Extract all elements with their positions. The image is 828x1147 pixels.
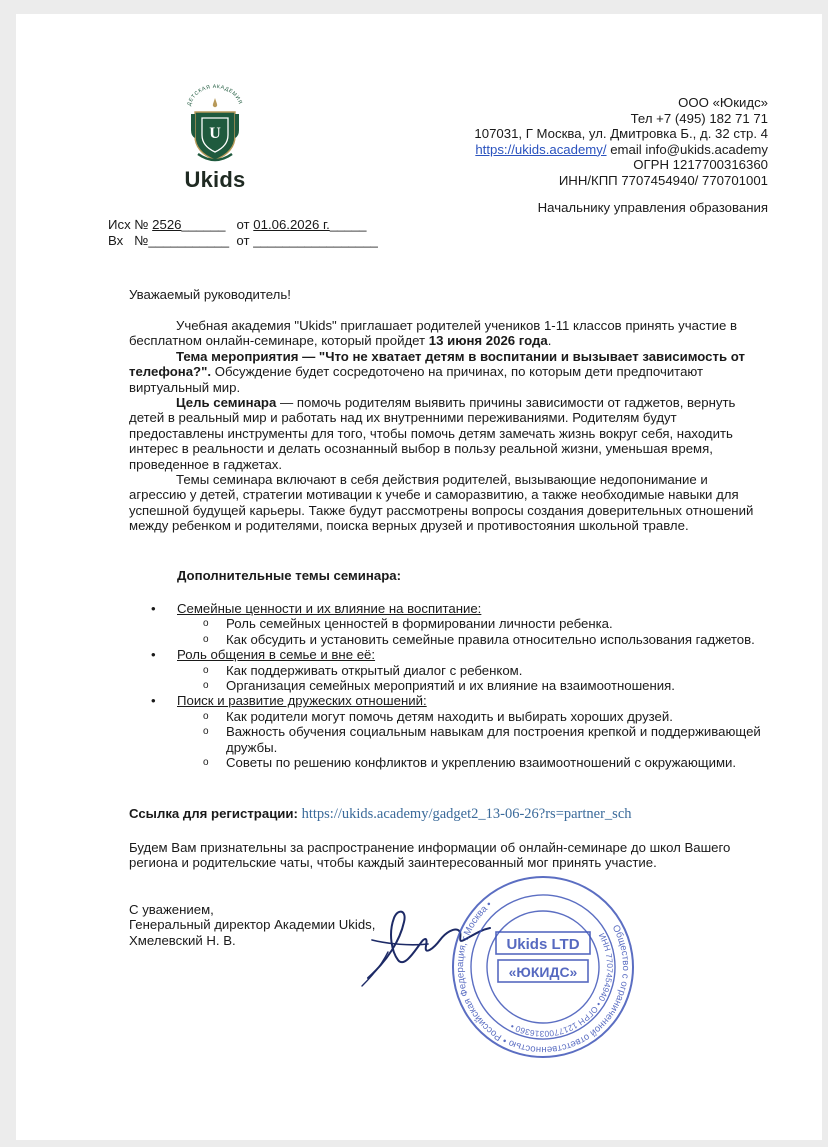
bullet-icon: • xyxy=(151,647,156,663)
subtopic-text: Организация семейных мероприятий и их влияние на взаимоотношения. xyxy=(226,678,675,694)
circle-bullet-icon: o xyxy=(203,726,209,738)
signer-name: Хмелевский Н. В. xyxy=(129,932,236,948)
outgoing-number: 2526 xyxy=(152,217,182,232)
registration-link-label: Ссылка для регистрации: xyxy=(129,806,298,821)
circle-bullet-icon: o xyxy=(203,618,209,630)
subtopic-text: Советы по решению конфликтов и укреплению взаимоотношений с окружающими. xyxy=(226,755,737,771)
subtopic-item xyxy=(177,663,765,678)
outgoing-date: 01.06.2026 г. xyxy=(253,217,330,232)
topics-paragraph: Темы семинара включают в себя действия родителей, вызывающие недопонимание и агрессию у детей, стратегии мотивации к учебе и саморазвитию, а также необходимые навыки для успешной будущей карьеры. Также будут рассмотрены вопросы создания доверительных отношений между ребенком и родителями, поиска верных друзей и противостояния школьной травле. xyxy=(129,472,754,534)
intro-paragraph xyxy=(129,318,765,349)
logo-arc-text: ДЕТСКАЯ АКАДЕМИЯ xyxy=(186,83,244,107)
org-inn-kpp: ИНН/КПП 7707454940/ 770701001 xyxy=(558,172,768,188)
registration-link-line xyxy=(129,806,765,822)
logo-wordmark: Ukids xyxy=(184,167,246,192)
topic-item xyxy=(129,601,765,647)
subtopic-text: Как обсудить и установить семейные правила относительно использования гаджетов. xyxy=(226,631,755,647)
incoming-number-blank: ___________ xyxy=(148,232,230,248)
theme-paragraph xyxy=(129,349,765,395)
incoming-from-label: от xyxy=(236,232,250,248)
stamp-outer-ring-text: Общество с ограниченной ответственностью • Российская Федерация, г.Москва • xyxy=(454,899,632,1056)
subtopic-text: Как родители могут помочь детям находить и выбирать хороших друзей. xyxy=(226,708,673,724)
additional-topics-title: Дополнительные темы семинара: xyxy=(177,568,401,583)
outgoing-number-line xyxy=(108,217,378,233)
outgoing-date-trail: _____ xyxy=(329,217,367,232)
incoming-number-line xyxy=(108,233,378,249)
org-ogrn: ОГРН 1217700316360 xyxy=(633,157,768,172)
topic-title: Роль общения в семье и вне её: xyxy=(177,647,376,663)
topic-item xyxy=(129,693,765,770)
registration-block xyxy=(108,217,378,248)
org-email: email info@ukids.academy xyxy=(606,141,768,157)
org-name: ООО «Юкидс» xyxy=(678,95,768,110)
org-phone: Тел +7 (495) 182 71 71 xyxy=(630,110,768,126)
signer-title: Генеральный директор Академии Ukids, xyxy=(129,917,376,933)
subtopic-item xyxy=(177,724,765,755)
logo-crest-icon xyxy=(170,80,260,162)
outgoing-number-trail: ______ xyxy=(181,217,226,232)
stamp-center-bottom: «ЮКИДС» xyxy=(508,964,578,980)
gratitude-paragraph: Будем Вам признательны за распространение информации об онлайн-семинаре до школ Вашего региона и родительские чаты, чтобы каждый заинтересованный мог принять участие. xyxy=(129,840,731,871)
seminar-date: 13 июня 2026 года xyxy=(428,333,548,349)
circle-bullet-icon: o xyxy=(203,633,209,645)
intro-text: Учебная академия "Ukids" приглашает родителей учеников 1-11 классов принять участие в бесплатном онлайн-семинаре, который пройдет xyxy=(129,318,737,349)
org-contacts xyxy=(348,142,768,158)
subtopic-text: Роль семейных ценностей в формировании личности ребенка. xyxy=(226,616,613,632)
stamp-center-top: Ukids LTD xyxy=(506,936,580,953)
ukids-logo xyxy=(170,80,260,193)
circle-bullet-icon: o xyxy=(203,757,209,769)
greeting: Уважаемый руководитель! xyxy=(129,287,291,302)
organization-details xyxy=(348,95,768,188)
subtopic-item xyxy=(177,755,765,770)
intro-end: . xyxy=(547,333,552,349)
incoming-date-blank: _________________ xyxy=(253,232,378,248)
bullet-icon: • xyxy=(151,693,156,709)
topic-title: Семейные ценности и их влияние на воспитание: xyxy=(177,601,482,616)
org-website-link[interactable]: https://ukids.academy/ xyxy=(475,141,607,157)
subtopic-item xyxy=(177,616,765,631)
registration-link[interactable]: https://ukids.academy/gadget2_13-06-26?rs=partner_sch xyxy=(301,806,632,822)
incoming-number-label: № xyxy=(134,232,149,248)
theme-title: Тема мероприятия — "Что не хватает детям в воспитании и вызывает зависимость от телефона?". xyxy=(129,348,745,380)
circle-bullet-icon: o xyxy=(203,664,209,676)
closing: С уважением, xyxy=(129,902,214,917)
subtopic-text: Важность обучения социальным навыкам для построения крепкой и поддерживающей дружбы. xyxy=(226,724,761,755)
goal-paragraph xyxy=(129,395,765,472)
topics-list xyxy=(129,601,765,770)
circle-bullet-icon: o xyxy=(203,710,209,722)
subtopic-item xyxy=(177,632,765,647)
letter-body xyxy=(129,318,765,534)
theme-text: Обсуждение будет сосредоточено на причинах, по которым дети предпочитают виртуальный мир. xyxy=(129,364,704,395)
svg-text:U: U xyxy=(209,125,221,142)
bullet-icon: • xyxy=(151,601,156,616)
subtopic-text: Как поддерживать открытый диалог с ребенком. xyxy=(226,662,523,678)
goal-text: — помочь родителям выявить причины зависимости от гаджетов, вернуть детей в реальный мир и работать над их внутренними переживаниями. Родителям будут предоставлены инструменты для того, чтобы помочь детям замечать жизнь вокруг себя, находить интерес в реальности и делать осознанный выбор в пользу реальной жизни, уменьшая время, проведенное в гаджетах. xyxy=(129,395,736,472)
goal-title: Цель семинара xyxy=(176,395,277,411)
subtopic-item xyxy=(177,678,765,693)
stamp-inner-ring-text: ИНН 7707454940 • ОГРН 1217700316360 • xyxy=(508,931,616,1040)
additional-topics-heading xyxy=(129,568,765,583)
outgoing-label: Исх № xyxy=(108,217,149,232)
org-address: 107031, Г Москва, ул. Дмитровка Б., д. 32 стр. 4 xyxy=(474,126,768,141)
subtopic-item xyxy=(177,709,765,724)
circle-bullet-icon: o xyxy=(203,680,209,692)
company-stamp xyxy=(448,872,638,1062)
outgoing-from-label: от xyxy=(236,217,250,232)
addressee: Начальнику управления образования xyxy=(537,200,768,215)
topic-title: Поиск и развитие дружеских отношений: xyxy=(177,693,427,709)
topic-item xyxy=(129,647,765,693)
incoming-label: Вх xyxy=(108,232,124,248)
